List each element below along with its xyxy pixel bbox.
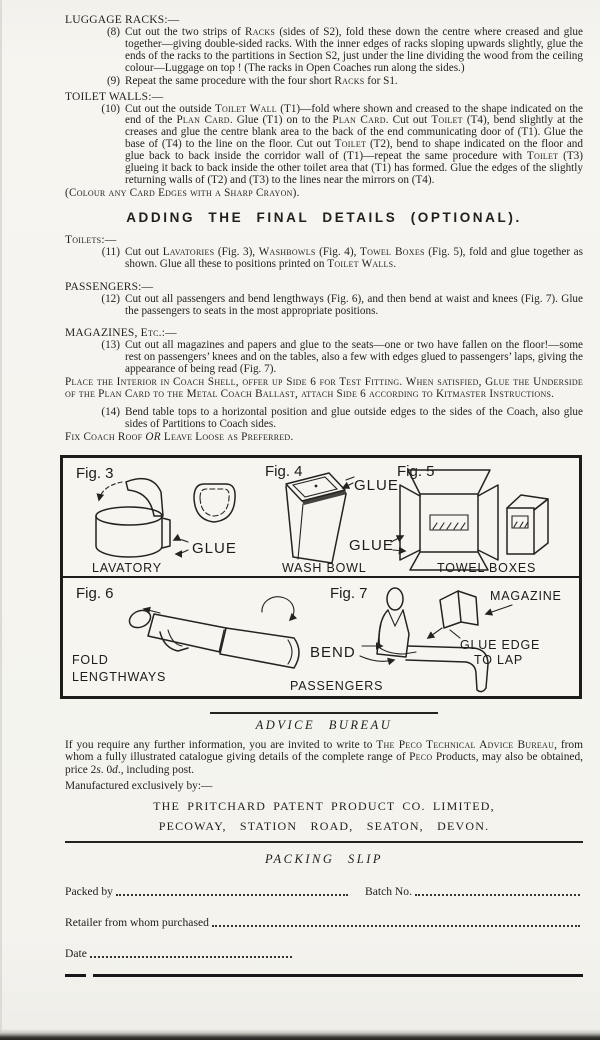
- fig4-caption: WASH BOWL: [282, 560, 367, 575]
- company-address-line: PECOWAY, STATION ROAD, SEATON, DEVON.: [158, 819, 490, 834]
- figure-7-passengers: [290, 585, 562, 693]
- instruction-item-13: [101, 339, 583, 376]
- section-toilet-walls: [65, 91, 583, 200]
- item-text-9: Repeat the same procedure with the four short Racks for S1.: [125, 74, 398, 87]
- company-name-line: THE PRITCHARD PATENT PRODUCT CO. LIMITED,: [153, 799, 495, 814]
- box-net-centre: [420, 494, 478, 552]
- fig6-caption-line2: LENGTHWAYS: [72, 669, 167, 684]
- item-number-12: (12): [101, 292, 120, 305]
- place-interior-note: Place the Interior in Coach Shell, offer up Side 6 for Test Fitting. When satisfied, Glue the Underside of the Plan Card to the Metal Coach Ballast, attach Side 6 according to Kitmaster Instructions.: [65, 376, 583, 401]
- spacer: [65, 318, 583, 324]
- figures-row-top: [63, 458, 579, 576]
- folded-box-front: [507, 508, 534, 554]
- date-field: [90, 956, 292, 958]
- heading-final-details: ADDING THE FINAL DETAILS (OPTIONAL).: [126, 209, 522, 225]
- folded-box-side: [534, 499, 548, 554]
- magazine-to-lap-arrow: [428, 628, 442, 638]
- drain-dot: [315, 484, 318, 487]
- fig5-label: Fig. 5: [397, 462, 435, 480]
- box-net-left-flap: [400, 485, 420, 560]
- figure-4-wash-bowl: [265, 463, 405, 575]
- item-number-10: (10): [101, 102, 120, 115]
- item-text-12: Cut out all passengers and bend lengthways (Fig. 6), and then bend at waist and knees (Fig. 7). Glue the passengers to seats in the most appropriate positions.: [125, 292, 583, 317]
- item-text-8: Cut out the two strips of Racks (sides of S2), fold these down the centre where creased and glue together—giving double-sided racks. With the inner edges of racks sloping upwards slightly, glue the ends of the racks to the partitions in Section S2, just under the line dividing the wood from the ceiling colour—Luggage on top ! (The racks in Open Coaches run along the sides.): [125, 26, 583, 74]
- packed-by-field: [116, 894, 348, 896]
- glue-top-tick: [346, 477, 354, 480]
- fig3-caption: LAVATORY: [92, 560, 162, 575]
- manufactured-by-line: Manufactured exclusively by:—: [65, 780, 213, 793]
- fig7-magazine-label: MAGAZINE: [490, 588, 562, 603]
- heading-toilet-walls: TOILET WALLS:—: [65, 90, 164, 103]
- fig6-label: Fig. 6: [76, 584, 114, 602]
- item-text-14: Bend table tops to a horizontal position and glue outside edges to the sides of the Coach, also glue sides of Partitions to Coach sides.: [125, 405, 583, 430]
- bottom-heavy-rule: [65, 974, 583, 977]
- fold-arrow: [99, 482, 122, 500]
- magazine-left-page: [440, 591, 461, 628]
- retailer-row: [65, 916, 583, 929]
- item-text-11: Cut out Lavatories (Fig. 3), Washbowls (Fig. 4), Towel Boxes (Fig. 5), fold and glue together as shown. Glue all these to positions printed on Toilet Walls.: [125, 245, 584, 270]
- packed-by-label: Packed by: [65, 885, 113, 899]
- batch-no-field: [415, 894, 580, 896]
- heading-toilets: Toilets:—: [65, 233, 117, 246]
- fig7-bend-label: BEND: [310, 643, 356, 661]
- glue-edge-tick: [450, 630, 460, 638]
- batch-no-label: Batch No.: [364, 885, 412, 899]
- fig6-caption-line1: FOLD: [72, 652, 109, 667]
- instruction-item-8: [106, 26, 583, 75]
- fig7-glue-line1: GLUE EDGE: [460, 637, 541, 652]
- fig3-glue-label: GLUE: [192, 539, 237, 557]
- rule-main: [93, 974, 583, 977]
- fix-roof-note: Fix Coach Roof OR Leave Loose as Preferred.: [65, 430, 294, 443]
- instruction-item-10: [101, 102, 583, 187]
- box-net-right-flap: [478, 485, 498, 560]
- seat-dashed-inner: [200, 489, 229, 516]
- item-number-9: (9): [106, 74, 120, 87]
- figure-5-towel-boxes: [397, 463, 548, 575]
- seated-torso: [377, 610, 409, 657]
- fig7-label: Fig. 7: [330, 584, 368, 602]
- figure-3-lavatory: [76, 465, 237, 575]
- seated-arm: [379, 624, 416, 654]
- retailer-label: Retailer from whom purchased: [65, 916, 209, 930]
- bend-arrow-2: [360, 656, 394, 661]
- fig5-caption: TOWEL BOXES: [437, 560, 537, 575]
- fig4-glue-side: GLUE: [349, 536, 394, 554]
- fold-arc-arrow: [262, 596, 294, 619]
- figure-panel: [60, 455, 582, 699]
- advice-bureau-title: ADVICE BUREAU: [255, 717, 393, 732]
- date-label: Date: [65, 947, 87, 961]
- towel-slot-hatch: [433, 523, 465, 529]
- date-row: [65, 947, 583, 960]
- lavatory-lid-flap: [126, 478, 163, 515]
- item-number-8: (8): [106, 26, 120, 38]
- item-number-13: (13): [101, 339, 120, 352]
- lavatory-glue-tab: [162, 518, 170, 548]
- scan-edge-shadow: [0, 1029, 600, 1040]
- glue-top-arrow: [343, 483, 353, 488]
- glue-arrow-1: [174, 539, 188, 542]
- glue-arrow-2: [176, 550, 188, 554]
- lavatory-rim: [96, 507, 162, 525]
- legs-curl-line: [288, 640, 292, 664]
- advice-top-rule: [210, 712, 438, 714]
- retailer-field: [212, 925, 580, 927]
- fig4-glue-top: GLUE: [354, 476, 399, 494]
- item-text-10: Cut out the outside Toilet Wall (T1)—fold where shown and creased to the shape indicated on the end of the Plan Card. Glue (T1) on to the Plan Card. Cut out Toilet (T4), bend slightly at the creases and glue the centre blank area to the back of the end communicating door of (T1). Glue the base of (T4) to the line on the floor. Cut out Toilet (T2), bend to shape indicated on the floor and glue back to back inside the corridor wall of (T1)—repeat the same procedure with Toilet (T3) glueing it back to back inside the other toilet area that (T1) has formed. Glue the edges of the slightly returning walls of (T2) and (T3) to the lines near the mirrors on (T4).: [125, 102, 583, 186]
- heading-magazines: MAGAZINES, Etc.:—: [65, 327, 177, 340]
- fig3-label: Fig. 3: [76, 464, 114, 482]
- colour-note: (Colour any Card Edges with a Sharp Crayon).: [65, 186, 300, 199]
- fig7-glue-line2: TO LAP: [474, 652, 524, 667]
- instruction-item-14: [101, 405, 583, 431]
- folded-box-slot-hatch: [514, 522, 528, 527]
- fig4-label: Fig. 4: [265, 462, 303, 480]
- magazine-arrow: [486, 605, 512, 614]
- instruction-item-11: [101, 245, 584, 271]
- passenger-legs: [220, 628, 299, 668]
- spacer: [65, 272, 583, 278]
- section-luggage-racks: [65, 14, 583, 88]
- packing-slip-rule: [65, 841, 583, 843]
- instruction-item-9: [106, 74, 583, 88]
- section-final-details: [65, 234, 583, 444]
- seated-head: [387, 588, 403, 610]
- rule-stub: [65, 974, 86, 977]
- packing-slip-title: PACKING SLIP: [265, 852, 383, 867]
- glue-side-arrow-2: [393, 550, 405, 551]
- figures-row-bottom: [63, 576, 579, 696]
- heading-luggage-racks: LUGGAGE RACKS:—: [65, 14, 180, 26]
- packed-by-row: [65, 885, 583, 898]
- figure-6-fold-lengthways: [72, 585, 299, 684]
- fig7-caption: PASSENGERS: [290, 678, 384, 693]
- heading-passengers: PASSENGERS:—: [65, 280, 154, 293]
- advice-bureau-body: If you require any further information, you are invited to write to The Peco Technical Advice Bureau, from whom a fully illustrated catalogue giving details of the complete range of Peco Products, may also be obtained, price 2s. 0d., including post.: [65, 738, 584, 776]
- item-number-11: (11): [101, 245, 120, 258]
- item-number-14: (14): [101, 405, 120, 418]
- instruction-item-12: [101, 292, 583, 318]
- item-text-13: Cut out all magazines and papers and glue to the seats—one or two have fallen on the floor!—some rest on passengers’ knees and on the tables, also a few with edges glued to passengers’ laps, giving the appearance of being read (Fig. 7).: [125, 339, 583, 376]
- bowl-crease: [298, 504, 303, 559]
- jacket-lapels: [388, 610, 403, 626]
